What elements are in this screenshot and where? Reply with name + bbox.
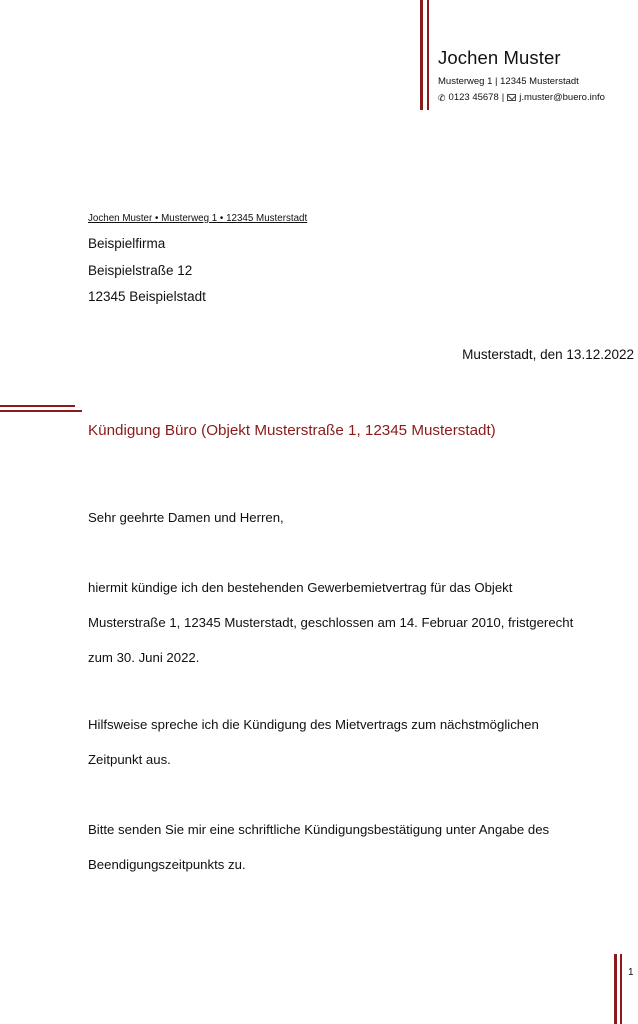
recipient-company: Beispielfirma <box>88 236 166 251</box>
salutation: Sehr geehrte Damen und Herren, <box>88 510 284 525</box>
paragraph-1-line-3: zum 30. Juni 2022. <box>88 650 200 665</box>
paragraph-3-line-2: Beendigungszeitpunkts zu. <box>88 857 246 872</box>
paragraph-1-line-2: Musterstraße 1, 12345 Musterstadt, geschlossen am 14. Februar 2010, fristgerecht <box>88 615 574 630</box>
page-number: 1 <box>628 967 634 978</box>
sender-phone: 0123 45678 <box>448 92 499 103</box>
sender-contact <box>438 92 605 103</box>
recipient-city: 12345 Beispielstadt <box>88 289 206 304</box>
header-accent-bar-right <box>427 0 429 110</box>
sender-address: Musterweg 1 | 12345 Musterstadt <box>438 76 579 87</box>
date-line: Musterstadt, den 13.12.2022 <box>462 347 634 362</box>
sender-name: Jochen Muster <box>438 47 561 68</box>
paragraph-2-line-2: Zeitpunkt aus. <box>88 752 171 767</box>
subject-line: Kündigung Büro (Objekt Musterstraße 1, 12345 Musterstadt) <box>88 422 496 439</box>
sender-email: j.muster@buero.info <box>519 92 605 103</box>
footer-accent-bar-left <box>614 954 617 1024</box>
phone-icon: ✆ <box>438 92 446 103</box>
paragraph-2-line-1: Hilfsweise spreche ich die Kündigung des Mietvertrags zum nächstmöglichen <box>88 717 539 732</box>
contact-separator: | <box>501 92 505 103</box>
subject-accent-bar-bottom <box>0 410 82 412</box>
return-address-line: Jochen Muster • Musterweg 1 • 12345 Musterstadt <box>88 213 308 224</box>
footer-accent-bar-right <box>620 954 622 1024</box>
subject-accent-bar-top <box>0 405 75 407</box>
paragraph-3-line-1: Bitte senden Sie mir eine schriftliche Kündigungsbestätigung unter Angabe des <box>88 822 550 837</box>
header-accent-bar-left <box>420 0 423 110</box>
mail-icon <box>507 94 516 101</box>
paragraph-1-line-1: hiermit kündige ich den bestehenden Gewerbemietvertrag für das Objekt <box>88 580 513 595</box>
recipient-street: Beispielstraße 12 <box>88 263 193 278</box>
